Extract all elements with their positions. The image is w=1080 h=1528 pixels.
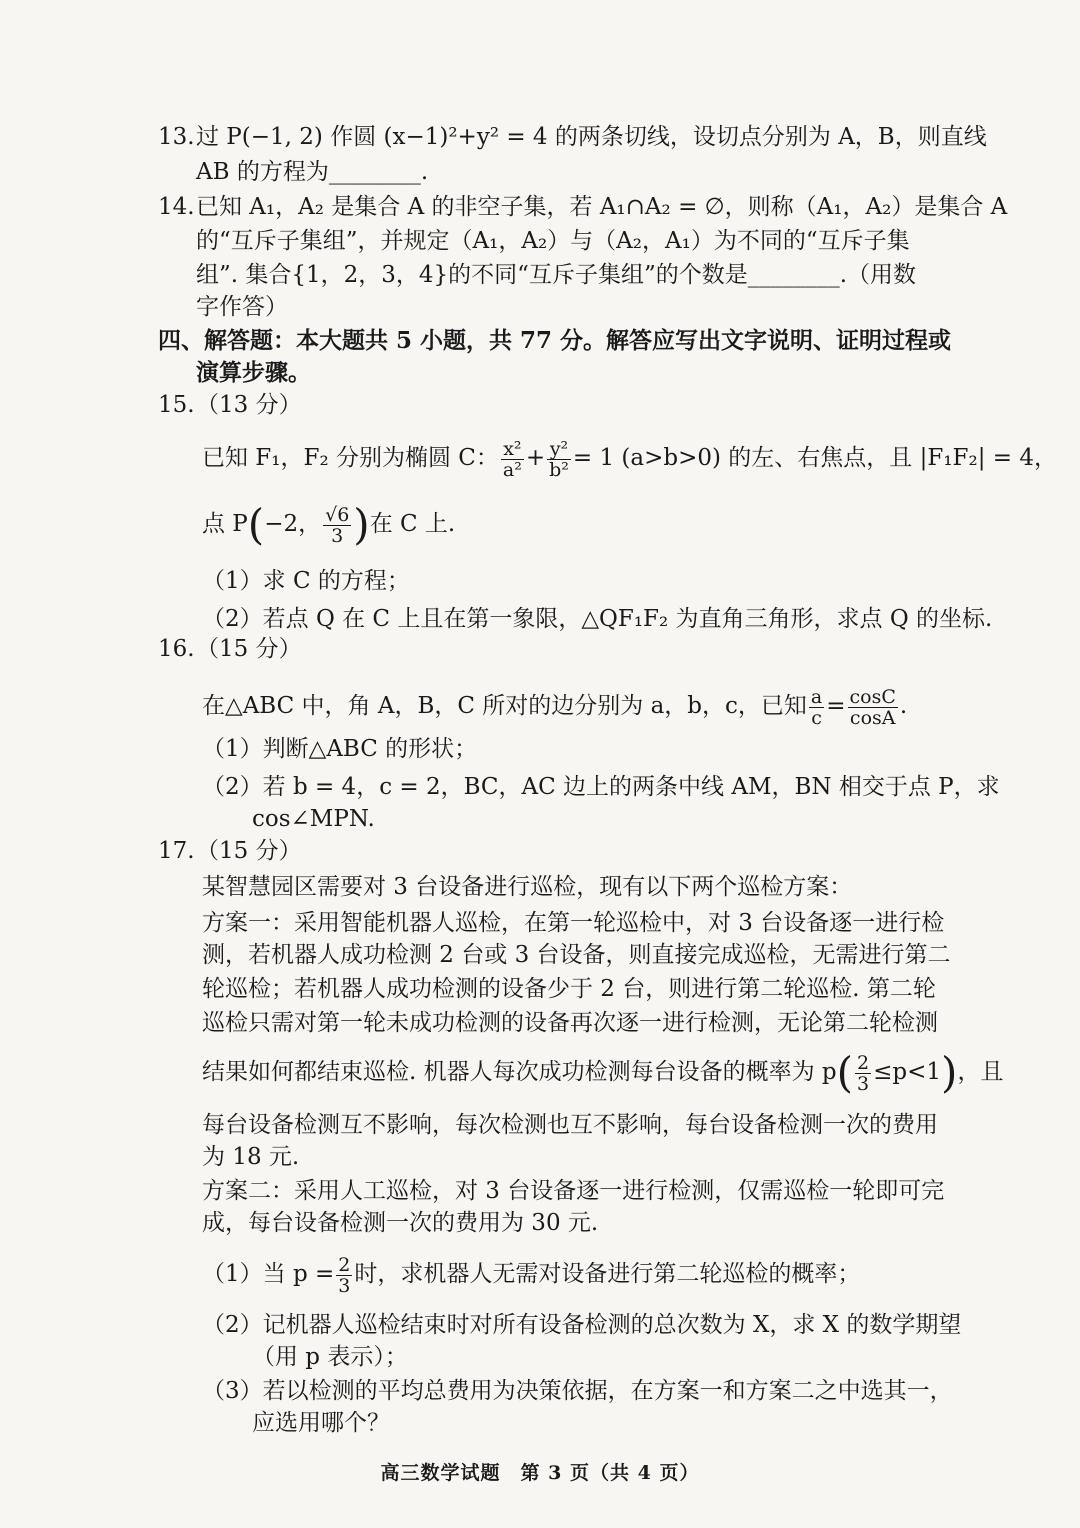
ellipse-y-fraction: $\frac{\text{y²}}{\text{b²}}$ (549, 437, 569, 481)
question-number: 13. (158, 124, 195, 150)
section-heading-line2: 演算步骤。 (196, 359, 311, 386)
q17-line4: 轮巡检；若机器人成功检测的设备少于 2 台，则进行第二轮巡检. 第二轮 (202, 976, 936, 1002)
question-17-number: 17. (158, 838, 195, 864)
a-over-c-fraction: $\frac{a}{c}$ (810, 685, 823, 729)
q17-sub3-line1: （3）若以检测的平均总费用为决策依据，在方案一和方案二之中选其一， (202, 1378, 953, 1404)
q17-line9: 方案二：采用人工巡检，对 3 台设备逐一进行检测，仅需巡检一轮即可完 (202, 1178, 945, 1204)
q14-line1: 已知 A₁，A₂ 是集合 A 的非空子集，若 A₁∩A₂ = ∅，则称（A₁，A₂）是集合 A (196, 194, 1008, 220)
q17-sub1: （1）当 p = $\frac{2}{3}$ 时，求机器人无需对设备进行第二轮巡检的概率； (202, 1253, 861, 1297)
page-footer: 高三数学试题 第 3 页（共 4 页） (380, 1462, 700, 1484)
cosc-over-cosa-fraction: $\frac{\cos C}{\cos A}$ (849, 685, 896, 729)
q16-sub2-line2: cos∠MPN. (252, 806, 375, 832)
q16-sub1: （1）判断△ABC 的形状； (202, 736, 478, 762)
q16-sub2-line1: （2）若 b = 4，c = 2，BC，AC 边上的两条中线 AM，BN 相交于点 P，求 (202, 774, 1000, 800)
question-16-number: 16. (158, 636, 195, 662)
section-heading-line1: 四、解答题：本大题共 5 小题，共 77 分。解答应写出文字说明、证明过程或 (158, 327, 952, 354)
q17-sub2-line2: （用 p 表示）； (252, 1344, 408, 1370)
q14-line2: 的“互斥子集组”，并规定（A₁，A₂）与（A₂，A₁）为不同的“互斥子集 (196, 228, 910, 254)
q14-line3: 组”. 集合{1，2，3，4}的不同“互斥子集组”的个数是________.（用数 (196, 262, 917, 288)
q17-line2: 方案一：采用智能机器人巡检，在第一轮巡检中，对 3 台设备逐一进行检 (202, 910, 945, 936)
q15-stem-a: 已知 F₁，F₂ 分别为椭圆 C： (202, 445, 499, 471)
q13-line2: AB 的方程为________. (196, 159, 429, 185)
q16-score: （15 分） (196, 636, 302, 662)
q16-stem: 在△ABC 中，角 A，B，C 所对的边分别为 a，b，c，已知 $\frac{a}{c}$ = $\frac{\cos C}{\cos A}$ . (202, 685, 908, 729)
q17-sub2-line1: （2）记机器人巡检结束时对所有设备检测的总次数为 X，求 X 的数学期望 (202, 1312, 962, 1338)
q17-line1: 某智慧园区需要对 3 台设备进行巡检，现有以下两个巡检方案： (202, 874, 853, 900)
q17-score: （15 分） (196, 838, 302, 864)
q15-score: （13 分） (196, 392, 302, 418)
two-thirds-fraction: $\frac{2}{3}$ (857, 1051, 870, 1095)
ellipse-x-fraction: $\frac{\text{x²}}{\text{a²}}$ (502, 437, 522, 481)
q17-line7: 每台设备检测互不影响，每次检测也互不影响，每台设备检测一次的费用 (202, 1112, 938, 1138)
q17-line8: 为 18 元. (202, 1144, 300, 1170)
q14-line4: 字作答） (196, 294, 288, 320)
q17-line10: 成，每台设备检测一次的费用为 30 元. (202, 1210, 599, 1236)
q15-stem: 已知 F₁，F₂ 分别为椭圆 C： $\frac{\text{x²}}{\text{a²}}$ + $\frac{\text{y²}}{\text{b²}}$ = 1 (a>b>0) 的左、右焦点，且 |F₁F₂| = 4， (202, 437, 1057, 481)
q13-line1: 过 P(−1, 2) 作圆 (x−1)²+y² = 4 的两条切线，设切点分别为 A，B，则直线 (196, 124, 987, 150)
question-14-number: 14. (158, 194, 195, 220)
q15-point: 点 P(−2， $\frac{√6}{3}$ )在 C 上. (202, 500, 456, 549)
q17-sub3-line2: 应选用哪个？ (252, 1410, 390, 1436)
q17-line3: 测，若机器人成功检测 2 台或 3 台设备，则直接完成巡检，无需进行第二 (202, 942, 951, 968)
q15-sub1: （1）求 C 的方程； (202, 568, 410, 594)
q15-stem-b: = 1 (a>b>0) 的左、右焦点，且 |F₁F₂| = 4， (572, 445, 1057, 471)
p-two-thirds-fraction: $\frac{2}{3}$ (338, 1253, 351, 1297)
q17-line6: 结果如何都结束巡检. 机器人每次成功检测每台设备的概率为 p( $\frac{2}{3}$ ≤p<1)，且 (202, 1048, 1004, 1097)
question-15-number: 15. (158, 392, 195, 418)
q17-line5: 巡检只需对第一轮未成功检测的设备再次逐一进行检测，无论第二轮检测 (202, 1010, 938, 1036)
q15-sub2: （2）若点 Q 在 C 上且在第一象限，△QF₁F₂ 为直角三角形，求点 Q 的坐标. (202, 606, 993, 632)
sqrt6-over-3-fraction: $\frac{√6}{3}$ (325, 503, 350, 547)
